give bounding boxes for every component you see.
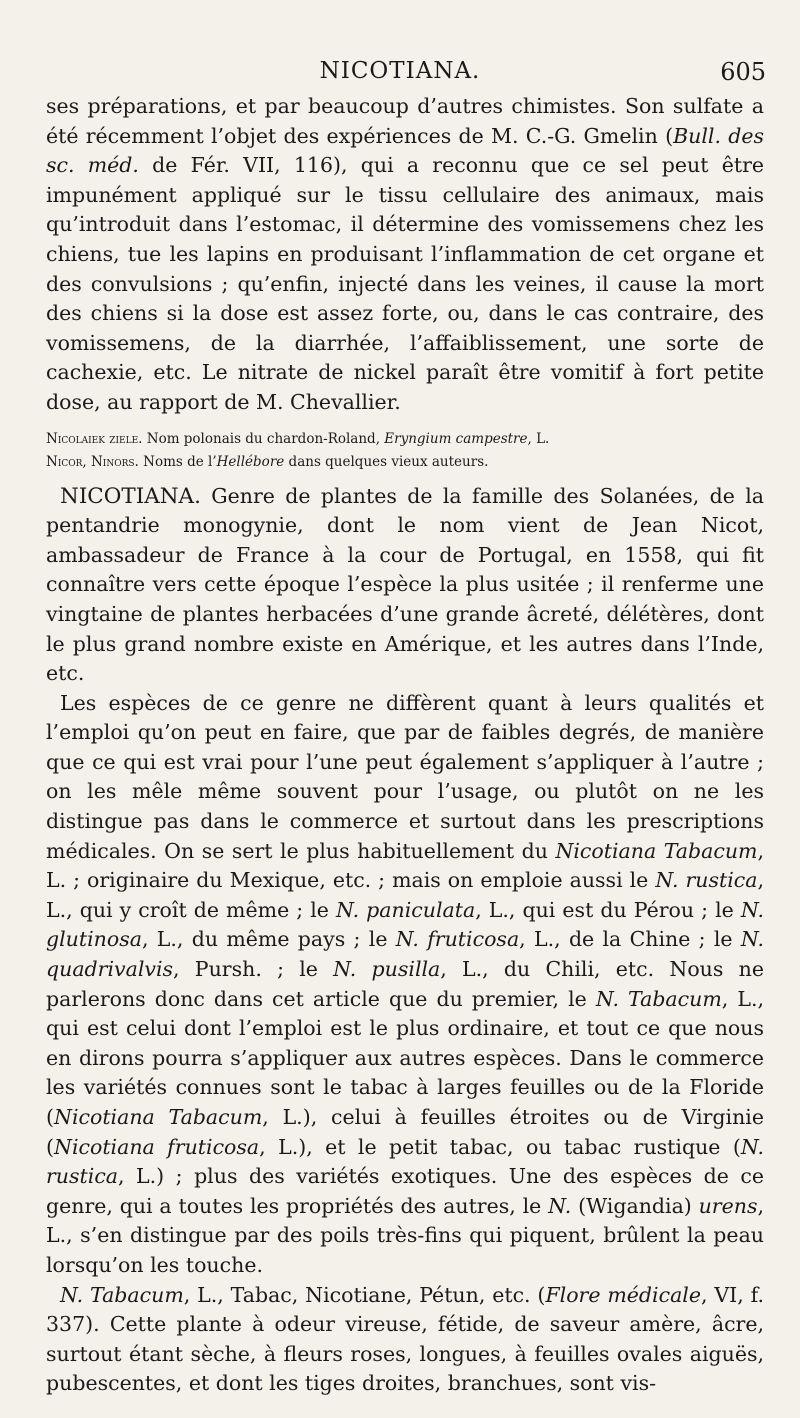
p4-text: , L., Tabac, Nicotiane, Pétun, etc. ( bbox=[183, 1282, 546, 1307]
p3-species: N. paniculata bbox=[335, 897, 476, 922]
entry-species: Eryngium campestre bbox=[384, 430, 528, 447]
p4-text: , VI, f. 337). Cette plante à odeur vireuse, fétide, de saveur amère, âcre, surtout étant sèche, à fleurs roses, longues, à feuilles ovales aiguës, pubescentes, et dont les tiges droites, branchues, sont vis- bbox=[46, 1282, 765, 1396]
entry-text-b: , L. bbox=[527, 430, 550, 447]
p3-text: , L.), celui à feuilles étroites ou de Virginie ( bbox=[46, 1105, 764, 1159]
p4-reference: Flore médicale bbox=[545, 1282, 701, 1307]
entry-text-a: Nom polonais du chardon-Roland, bbox=[142, 430, 385, 447]
p4-species: N. Tabacum bbox=[60, 1282, 184, 1307]
page-body bbox=[46, 92, 764, 1399]
entry-term: Nicolaiek ziele. bbox=[46, 430, 143, 447]
p3-species: Nicotiana Tabacum bbox=[54, 1105, 263, 1129]
p3-text: , Pursh. ; le bbox=[173, 957, 334, 982]
headword-nicotiana: NICOTIANA. bbox=[60, 483, 201, 509]
entry-nicor-ninors bbox=[46, 451, 764, 474]
p1-text-b: de Fér. VII, 116), qui a reconnu que ce sel peut être impunément appliqué sur le tissu cellulaire des animaux, mais qu’introduit dans l’estomac, il détermine des vomissemens chez les chiens, tue les lapins en produisant l’inflammation de cet organe et des convulsions ; qu’enfin, injecté dans les veines, il cause la mort des chiens si la dose est assez forte, ou, dans le cas contraire, des vomissemens, de la diarrhée, l’affaiblissement, une sorte de cachexie, etc. Le nitrate de nickel paraît être vomitif à fort petite dose, au rapport de M. Chevallier. bbox=[46, 153, 764, 414]
p3-species: N. bbox=[548, 1193, 572, 1218]
p3-text: , L., s’en distingue par des poils très-fins qui piquent, brûlent la peau lorsqu’on les touche. bbox=[46, 1193, 764, 1277]
p3-species: N. pusilla bbox=[333, 957, 441, 982]
p3-text: , L., qui est du Pérou ; le bbox=[475, 897, 741, 922]
p3-text: , L., qui y croît de même ; le bbox=[46, 868, 764, 922]
paragraph-species bbox=[46, 689, 764, 1281]
paragraph-nicotiana-definition bbox=[46, 482, 764, 689]
entry-text-a: Noms de l’ bbox=[138, 453, 217, 470]
running-head-title: NICOTIANA. bbox=[319, 58, 481, 84]
p3-text: , L., du même pays ; le bbox=[141, 927, 396, 952]
entry-text-b: dans quelques vieux auteurs. bbox=[284, 453, 489, 470]
entry-nicolaiek-ziele bbox=[46, 428, 764, 451]
p3-species: N. quadrivalvis bbox=[46, 927, 765, 982]
p3-species: N. fruticosa bbox=[395, 927, 520, 952]
paragraph-n-tabacum bbox=[46, 1281, 764, 1399]
p3-species: Nicotiana Tabacum bbox=[555, 838, 758, 863]
p3-species: N. glutinosa bbox=[46, 897, 765, 952]
p3-species: Nicotiana fruticosa bbox=[54, 1134, 260, 1159]
running-head bbox=[0, 58, 800, 92]
entry-plant: Hellébore bbox=[216, 453, 285, 470]
p3-text: Les espèces de ce genre ne diffèrent quant à leurs qualités et l’emploi qu’on peut en faire, que par de faibles degrés, de manière que ce qui est vrai pour l’une peut également s’appliquer à l’autre ; on les mêle même souvent pour l’usage, ou plutôt on ne les distingue pas dans le commerce et surtout dans les prescriptions médicales. On se sert le plus habituellement du bbox=[46, 690, 764, 863]
p3-text: , L. ; originaire du Mexique, etc. ; mais on emploie aussi le bbox=[46, 838, 765, 893]
p3-species: N. rustica bbox=[46, 1134, 764, 1189]
page-number: 605 bbox=[720, 58, 766, 86]
p3-species: urens bbox=[698, 1193, 758, 1218]
p3-text: (Wigandia) bbox=[571, 1193, 699, 1218]
p3-text: , L., de la Chine ; le bbox=[519, 927, 741, 952]
p3-text: , L.) ; plus des variétés exotiques. Une des espèces de ce genre, qui a toutes les propriétés des autres, le bbox=[46, 1164, 764, 1218]
p3-text: , L., du Chili, etc. Nous ne parlerons donc dans cet article que du premier, le bbox=[46, 957, 764, 1011]
p3-text: , L., qui est celui dont l’emploi est le plus ordinaire, et tout ce que nous en dirons pourra s’appliquer aux autres espèces. Dans le commerce les variétés connues sont le tabac à larges feuilles ou de la Floride ( bbox=[46, 986, 764, 1129]
p1-reference: Bull. des sc. méd. bbox=[46, 123, 764, 178]
entry-term: Nicor, Ninors. bbox=[46, 453, 139, 470]
p3-species: N. rustica bbox=[655, 868, 758, 893]
p3-text: , L.), et le petit tabac, ou tabac rustique ( bbox=[259, 1134, 741, 1159]
p2-text: Genre de plantes de la famille des Solanées, de la pentandrie monogynie, dont le nom vient de Jean Nicot, ambassadeur de France à la cour de Portugal, en 1558, qui fit connaître vers cette époque l’espèce la plus usitée ; il renferme une vingtaine de plantes herbacées d’une grande âcreté, délétères, dont le plus grand nombre existe en Amérique, et les autres dans l’Inde, etc. bbox=[46, 483, 764, 686]
paragraph-nickel-continued bbox=[46, 92, 764, 418]
p1-text-a: ses préparations, et par beaucoup d’autres chimistes. Son sulfate a été récemment l’objet des expériences de M. C.-G. Gmelin ( bbox=[46, 94, 764, 148]
p3-species: N. Tabacum bbox=[595, 986, 722, 1011]
